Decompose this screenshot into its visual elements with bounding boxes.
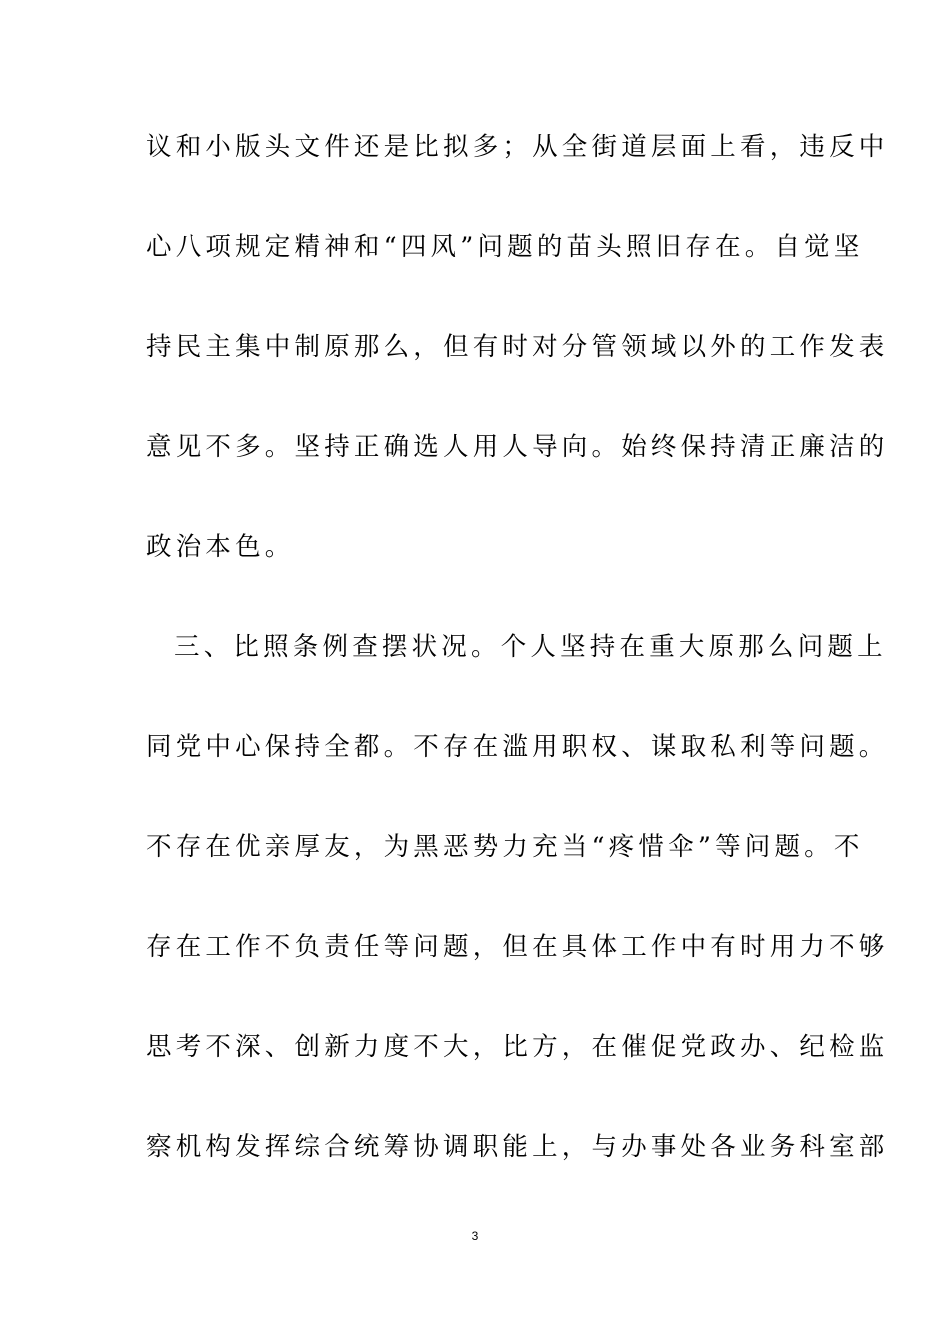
- paragraph-start-line: 三、比照条例查摆状况。个人坚持在重大原那么问题上: [174, 632, 887, 662]
- text-line-9: 存在工作不负责任等问题，但在具体工作中有时用力不够: [146, 932, 889, 962]
- text-line-2: 心八项规定精神和“四风”问题的苗头照旧存在。自觉坚: [146, 232, 864, 262]
- text-line-7: 同党中心保持全都。不存在滥用职权、谋取私利等问题。: [146, 732, 889, 762]
- text-line-10: 思考不深、创新力度不大，比方，在催促党政办、纪检监: [146, 1032, 889, 1062]
- page-number: 3: [471, 1229, 479, 1243]
- text-line-11: 察机构发挥综合统筹协调职能上，与办事处各业务科室部: [146, 1132, 889, 1162]
- text-line-4: 意见不多。坚持正确选人用人导向。始终保持清正廉洁的: [146, 432, 889, 462]
- text-line-1: 议和小版头文件还是比拟多；从全街道层面上看，违反中: [146, 132, 889, 162]
- text-line-3: 持民主集中制原那么，但有时对分管领域以外的工作发表: [146, 332, 889, 362]
- text-line-8: 不存在优亲厚友，为黑恶势力充当“疼惜伞”等问题。不: [146, 832, 864, 862]
- text-line-5: 政治本色。: [146, 532, 295, 562]
